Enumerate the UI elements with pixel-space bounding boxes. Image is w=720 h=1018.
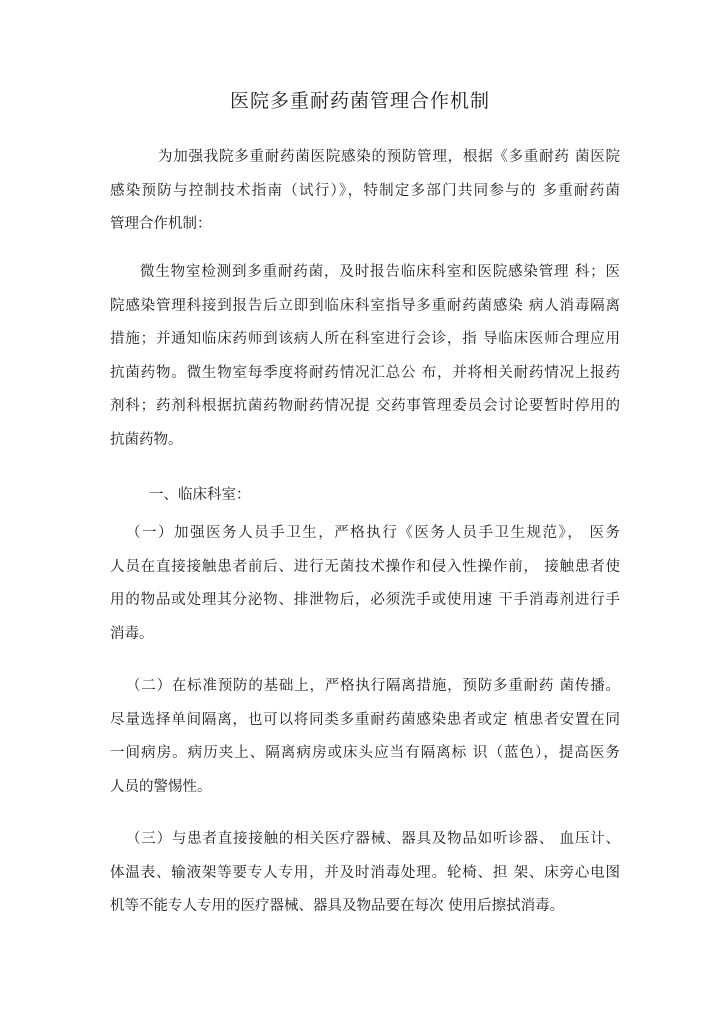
intro-paragraph [110, 141, 620, 242]
item-one-line: 用的物品或处理其分泌物、排泄物后，必须洗手或使用速 干手消毒剂进行手 [110, 592, 620, 608]
item-two-line: 人员的警惕性。 [110, 778, 212, 795]
item-three-line: 体温表、输液架等要专人专用，并及时消毒处理。轮椅、担 架、床旁心电图 [110, 864, 620, 881]
item-two-line: 尽量选择单间隔离，也可以将同类多重耐药菌感染患者或定 植患者安置在同 [110, 711, 620, 728]
section-heading-clinical: 一、临床科室： [149, 487, 251, 503]
intro-line: 管理合作机制： [110, 216, 212, 232]
item-two-line: 一间病房。病历夹上、隔离病房或床头应当有隔离标 识（蓝色），提高医务 [110, 745, 620, 761]
item-one-line: （一）加强医务人员手卫生，严格执行《医务人员手卫生规范》， 医务 [126, 525, 620, 541]
microbiology-line: 抗菌药物。微生物室每季度将耐药情况汇总公 布，并将相关耐药情况上报药 [110, 364, 620, 381]
microbiology-line: 院感染管理科接到报告后立即到临床科室指导多重耐药菌感染 病人消毒隔离 [110, 297, 620, 314]
item-one-line: 人员在直接接触患者前后、进行无菌技术操作和侵入性操作前， 接触患者使 [110, 558, 620, 575]
item-three-line: 机等不能专人专用的医疗器械、器具及物品要在每次 使用后擦拭消毒。 [110, 898, 565, 914]
microbiology-paragraph [110, 256, 620, 457]
microbiology-line: 措施；并通知临床药师到该病人所在科室进行会诊，指 导临床医师合理应用 [110, 331, 620, 347]
item-one-paragraph [110, 517, 620, 651]
item-three-line: （三）与患者直接接触的相关医疗器械、器具及物品如听诊器、 血压计、 [126, 831, 620, 847]
item-two-paragraph [110, 670, 620, 804]
microbiology-line: 剂科；药剂科根据抗菌药物耐药情况提 交药事管理委员会讨论要暂时停用的 [110, 398, 620, 414]
item-three-paragraph [110, 823, 620, 924]
microbiology-line: 抗菌药物。 [110, 431, 183, 448]
item-two-line: （二）在标准预防的基础上，严格执行隔离措施，预防多重耐药 菌传播。 [126, 678, 620, 694]
microbiology-line: 微生物室检测到多重耐药菌，及时报告临床科室和医院感染管理 科；医 [140, 264, 620, 280]
document-title: 医院多重耐药菌管理合作机制 [229, 90, 490, 112]
item-one-line: 消毒。 [110, 625, 154, 642]
intro-line: 感染预防与控制技术指南（试行）》，特制定多部门共同参与的 多重耐药菌 [110, 182, 620, 199]
intro-line: 为加强我院多重耐药菌医院感染的预防管理，根据《多重耐药 菌医院 [158, 149, 620, 165]
